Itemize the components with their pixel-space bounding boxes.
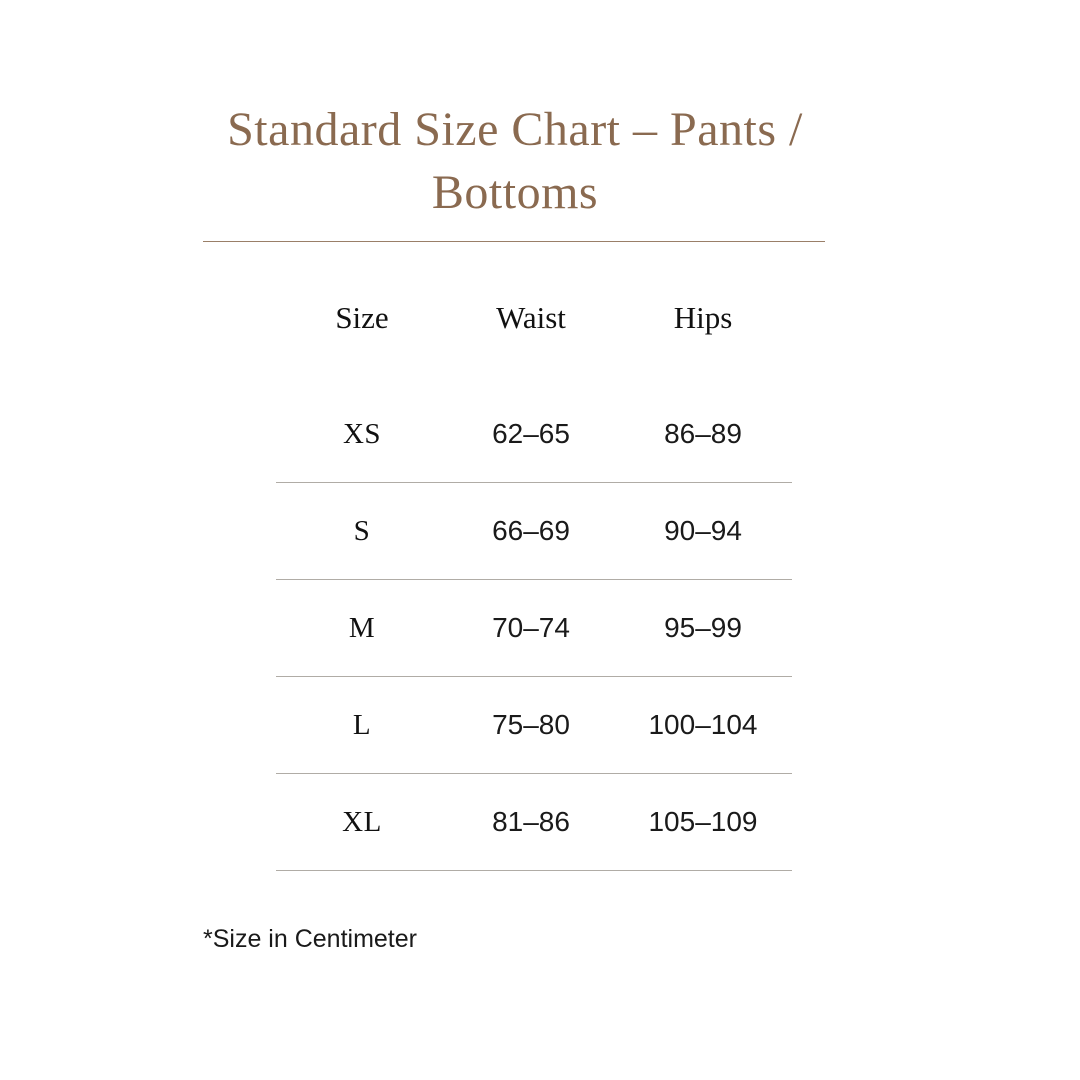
table-row (276, 677, 792, 774)
page-title (200, 98, 830, 225)
cell-waist: 75–80 (448, 677, 614, 774)
cell-hips: 105–109 (614, 774, 792, 871)
column-header-hips: Hips (673, 300, 733, 335)
cell-hips: 95–99 (614, 580, 792, 677)
cell-size: XS (276, 352, 448, 483)
column-header-waist: Waist (496, 300, 566, 335)
table-body (276, 352, 792, 871)
cell-size: L (276, 677, 448, 774)
table-row (276, 774, 792, 871)
cell-size: M (276, 580, 448, 677)
cell-waist: 81–86 (448, 774, 614, 871)
cell-size: S (276, 483, 448, 580)
cell-hips: 90–94 (614, 483, 792, 580)
cell-hips: 86–89 (614, 352, 792, 483)
table-row (276, 483, 792, 580)
cell-hips: 100–104 (614, 677, 792, 774)
table-row (276, 580, 792, 677)
column-header-size: Size (335, 300, 389, 335)
cell-waist: 70–74 (448, 580, 614, 677)
size-chart-table (276, 300, 792, 871)
title-divider (203, 241, 825, 242)
page-title-line-2: Bottoms (431, 166, 599, 220)
cell-waist: 66–69 (448, 483, 614, 580)
table-row (276, 352, 792, 483)
cell-size: XL (276, 774, 448, 871)
table-header (276, 300, 792, 352)
page-title-line-1: Standard Size Chart – Pants / (227, 103, 803, 156)
cell-waist: 62–65 (448, 352, 614, 483)
table-header-row (276, 300, 792, 352)
units-footnote: *Size in Centimeter (203, 925, 417, 953)
